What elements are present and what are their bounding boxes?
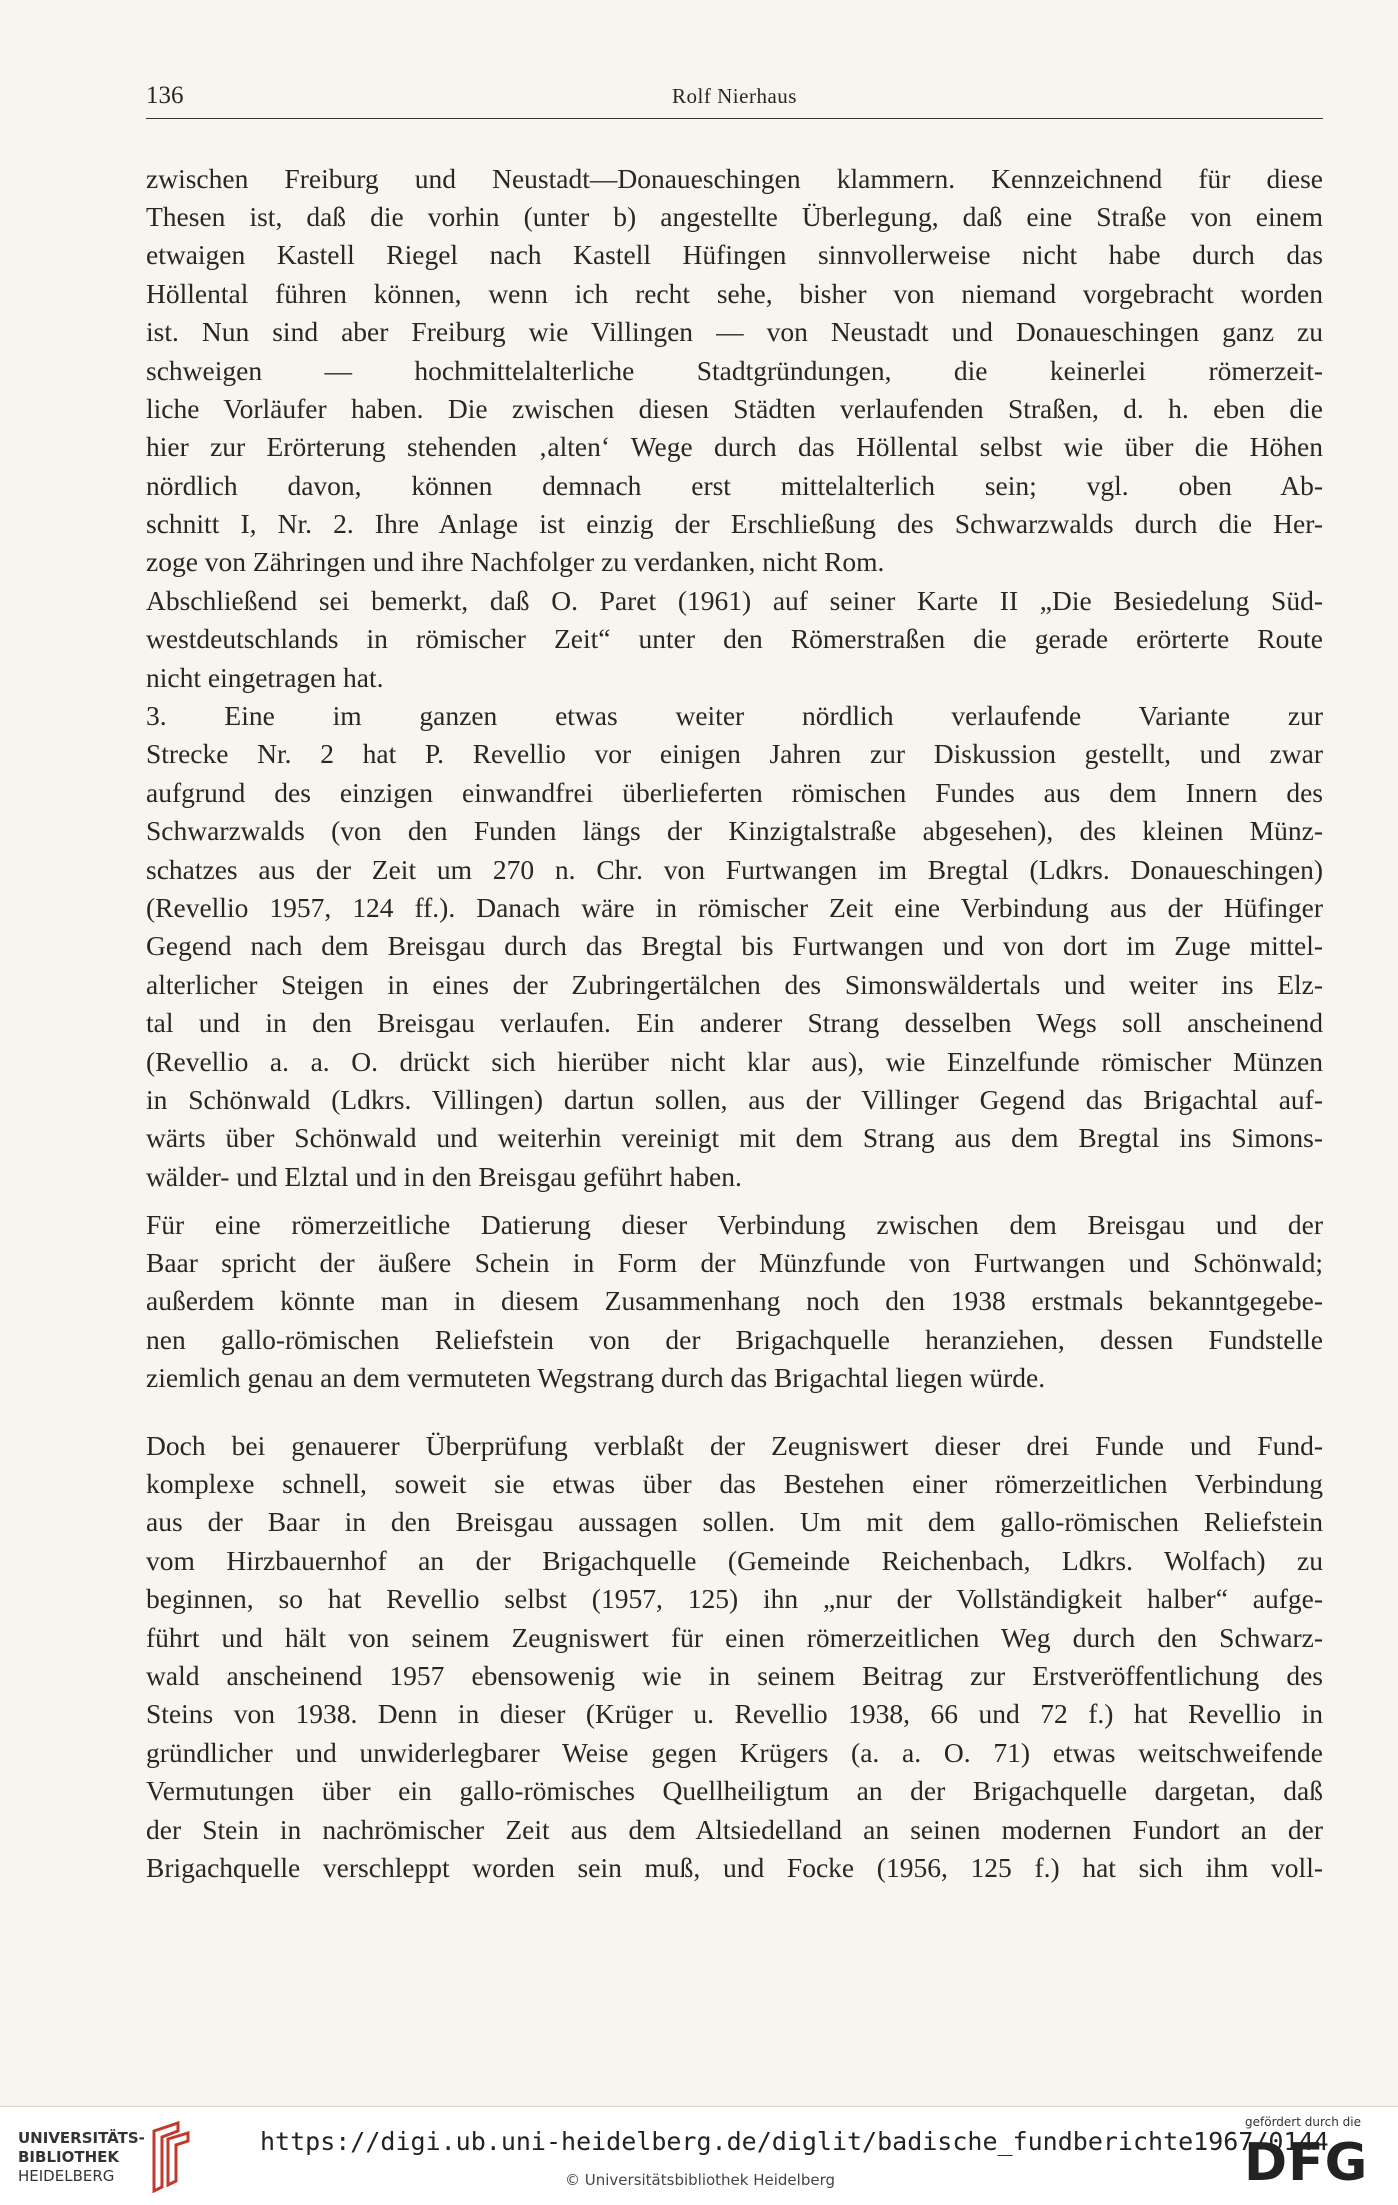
text-line: aufgrund des einzigen einwandfrei überlieferten römischen Fundes aus dem Innern des xyxy=(146,777,1323,808)
text-line: liche Vorläufer haben. Die zwischen diesen Städten verlaufenden Straßen, d. h. eben die xyxy=(146,393,1323,424)
text-line: ist. Nun sind aber Freiburg wie Villingen — von Neustadt und Donaueschingen ganz zu xyxy=(146,316,1323,347)
dfg-logo: DFG xyxy=(1244,2133,1369,2193)
library-name-line: HEIDELBERG xyxy=(18,2167,115,2185)
library-name-line: BIBLIOTHEK xyxy=(18,2148,119,2166)
text-line: ziemlich genau an dem vermuteten Wegstrang durch das Brigachtal liegen würde. xyxy=(146,1362,1046,1393)
text-line: Höllental führen können, wenn ich recht sehe, bisher von niemand vorgebracht worden xyxy=(146,278,1323,309)
text-line: zoge von Zähringen und ihre Nachfolger zu verdanken, nicht Rom. xyxy=(146,546,885,577)
text-line: komplexe schnell, soweit sie etwas über das Bestehen einer römerzeitlichen Verbindung xyxy=(146,1468,1323,1499)
text-line: wälder- und Elztal und in den Breisgau geführt haben. xyxy=(146,1161,742,1192)
text-line: alterlicher Steigen in eines der Zubringertälchen des Simonswäldertals und weiter ins Elz- xyxy=(146,969,1323,1000)
digitization-footer xyxy=(0,2106,1398,2205)
header-rule xyxy=(146,118,1323,119)
text-line: Brigachquelle verschleppt worden sein muß, und Focke (1956, 125 f.) hat sich ihm voll- xyxy=(146,1852,1323,1883)
text-line: zwischen Freiburg und Neustadt—Donaueschingen klammern. Kennzeichnend für diese xyxy=(146,163,1323,194)
text-line: 3. Eine im ganzen etwas weiter nördlich verlaufende Variante zur xyxy=(146,700,1323,731)
text-line: vom Hirzbauernhof an der Brigachquelle (Gemeinde Reichenbach, Ldkrs. Wolfach) zu xyxy=(146,1545,1323,1576)
text-line: hier zur Erörterung stehenden ‚alten‘ Wege durch das Höllental selbst wie über die Höhen xyxy=(146,431,1323,462)
text-line: Thesen ist, daß die vorhin (unter b) angestellte Überlegung, daß eine Straße von einem xyxy=(146,201,1323,232)
permalink-url[interactable]: https://digi.ub.uni-heidelberg.de/diglit/badische_fundberichte1967/0144 xyxy=(260,2127,1329,2156)
text-line: gründlicher und unwiderlegbarer Weise gegen Krügers (a. a. O. 71) etwas weitschweifende xyxy=(146,1737,1323,1768)
text-line: westdeutschlands in römischer Zeit“ unter den Römerstraßen die gerade erörterte Route xyxy=(146,623,1323,654)
copyright-text: © Universitätsbibliothek Heidelberg xyxy=(565,2171,836,2189)
text-line: führt und hält von seinem Zeugniswert für einen römerzeitlichen Weg durch den Schwarz- xyxy=(146,1622,1323,1653)
text-line: Schwarzwalds (von den Funden längs der Kinzigtalstraße abgesehen), des kleinen Münz- xyxy=(146,815,1323,846)
text-line: schatzes aus der Zeit um 270 n. Chr. von Furtwangen im Bregtal (Ldkrs. Donaueschingen) xyxy=(146,854,1323,885)
text-line: der Stein in nachrömischer Zeit aus dem Altsiedelland an seinen modernen Fundort an der xyxy=(146,1814,1323,1845)
text-line: (Revellio a. a. O. drückt sich hierüber nicht klar aus), wie Einzelfunde römischer Münzen xyxy=(146,1046,1323,1077)
text-line: nen gallo-römischen Reliefstein von der Brigachquelle heranziehen, dessen Fundstelle xyxy=(146,1324,1323,1355)
text-line: Gegend nach dem Breisgau durch das Bregtal bis Furtwangen und von dort im Zuge mittel- xyxy=(146,930,1323,961)
text-line: aus der Baar in den Breisgau aussagen sollen. Um mit dem gallo-römischen Reliefstein xyxy=(146,1506,1323,1537)
text-line: tal und in den Breisgau verlaufen. Ein anderer Strang desselben Wegs soll anscheinend xyxy=(146,1007,1323,1038)
text-line: wald anscheinend 1957 ebensowenig wie in seinem Beitrag zur Erstveröffentlichung des xyxy=(146,1660,1323,1691)
funding-note: gefördert durch die xyxy=(1245,2115,1361,2129)
text-line: schnitt I, Nr. 2. Ihre Anlage ist einzig der Erschließung des Schwarzwalds durch die Her- xyxy=(146,508,1323,539)
running-title: Rolf Nierhaus xyxy=(672,84,797,108)
text-line: in Schönwald (Ldkrs. Villingen) dartun sollen, aus der Villinger Gegend das Brigachtal auf- xyxy=(146,1084,1323,1115)
text-line: außerdem könnte man in diesem Zusammenhang noch den 1938 erstmals bekanntgegebe- xyxy=(146,1285,1323,1316)
text-line: beginnen, so hat Revellio selbst (1957, 125) ihn „nur der Vollständigkeit halber“ aufge- xyxy=(146,1583,1323,1614)
library-name xyxy=(18,2129,145,2186)
text-line: schweigen — hochmittelalterliche Stadtgründungen, die keinerlei römerzeit- xyxy=(146,355,1323,386)
library-logo-icon xyxy=(148,2121,196,2193)
text-line: etwaigen Kastell Riegel nach Kastell Hüfingen sinnvollerweise nicht habe durch das xyxy=(146,239,1323,270)
text-line: Abschließend sei bemerkt, daß O. Paret (1961) auf seiner Karte II „Die Besiedelung Süd- xyxy=(146,585,1323,616)
library-name-line: UNIVERSITÄTS- xyxy=(18,2129,145,2147)
text-line: nicht eingetragen hat. xyxy=(146,662,384,693)
text-line: Vermutungen über ein gallo-römisches Quellheiligtum an der Brigachquelle dargetan, daß xyxy=(146,1775,1323,1806)
text-line: Doch bei genauerer Überprüfung verblaßt der Zeugniswert dieser drei Funde und Fund- xyxy=(146,1430,1323,1461)
text-line: wärts über Schönwald und weiterhin vereinigt mit dem Strang aus dem Bregtal ins Simons- xyxy=(146,1122,1323,1153)
text-line: nördlich davon, können demnach erst mittelalterlich sein; vgl. oben Ab- xyxy=(146,470,1323,501)
page-number: 136 xyxy=(146,82,184,109)
text-line: Für eine römerzeitliche Datierung dieser Verbindung zwischen dem Breisgau und der xyxy=(146,1209,1323,1240)
text-line: (Revellio 1957, 124 ff.). Danach wäre in römischer Zeit eine Verbindung aus der Hüfinger xyxy=(146,892,1323,923)
text-line: Steins von 1938. Denn in dieser (Krüger u. Revellio 1938, 66 und 72 f.) hat Revellio in xyxy=(146,1698,1323,1729)
text-line: Strecke Nr. 2 hat P. Revellio vor einigen Jahren zur Diskussion gestellt, und zwar xyxy=(146,738,1323,769)
text-line: Baar spricht der äußere Schein in Form der Münzfunde von Furtwangen und Schönwald; xyxy=(146,1247,1323,1278)
